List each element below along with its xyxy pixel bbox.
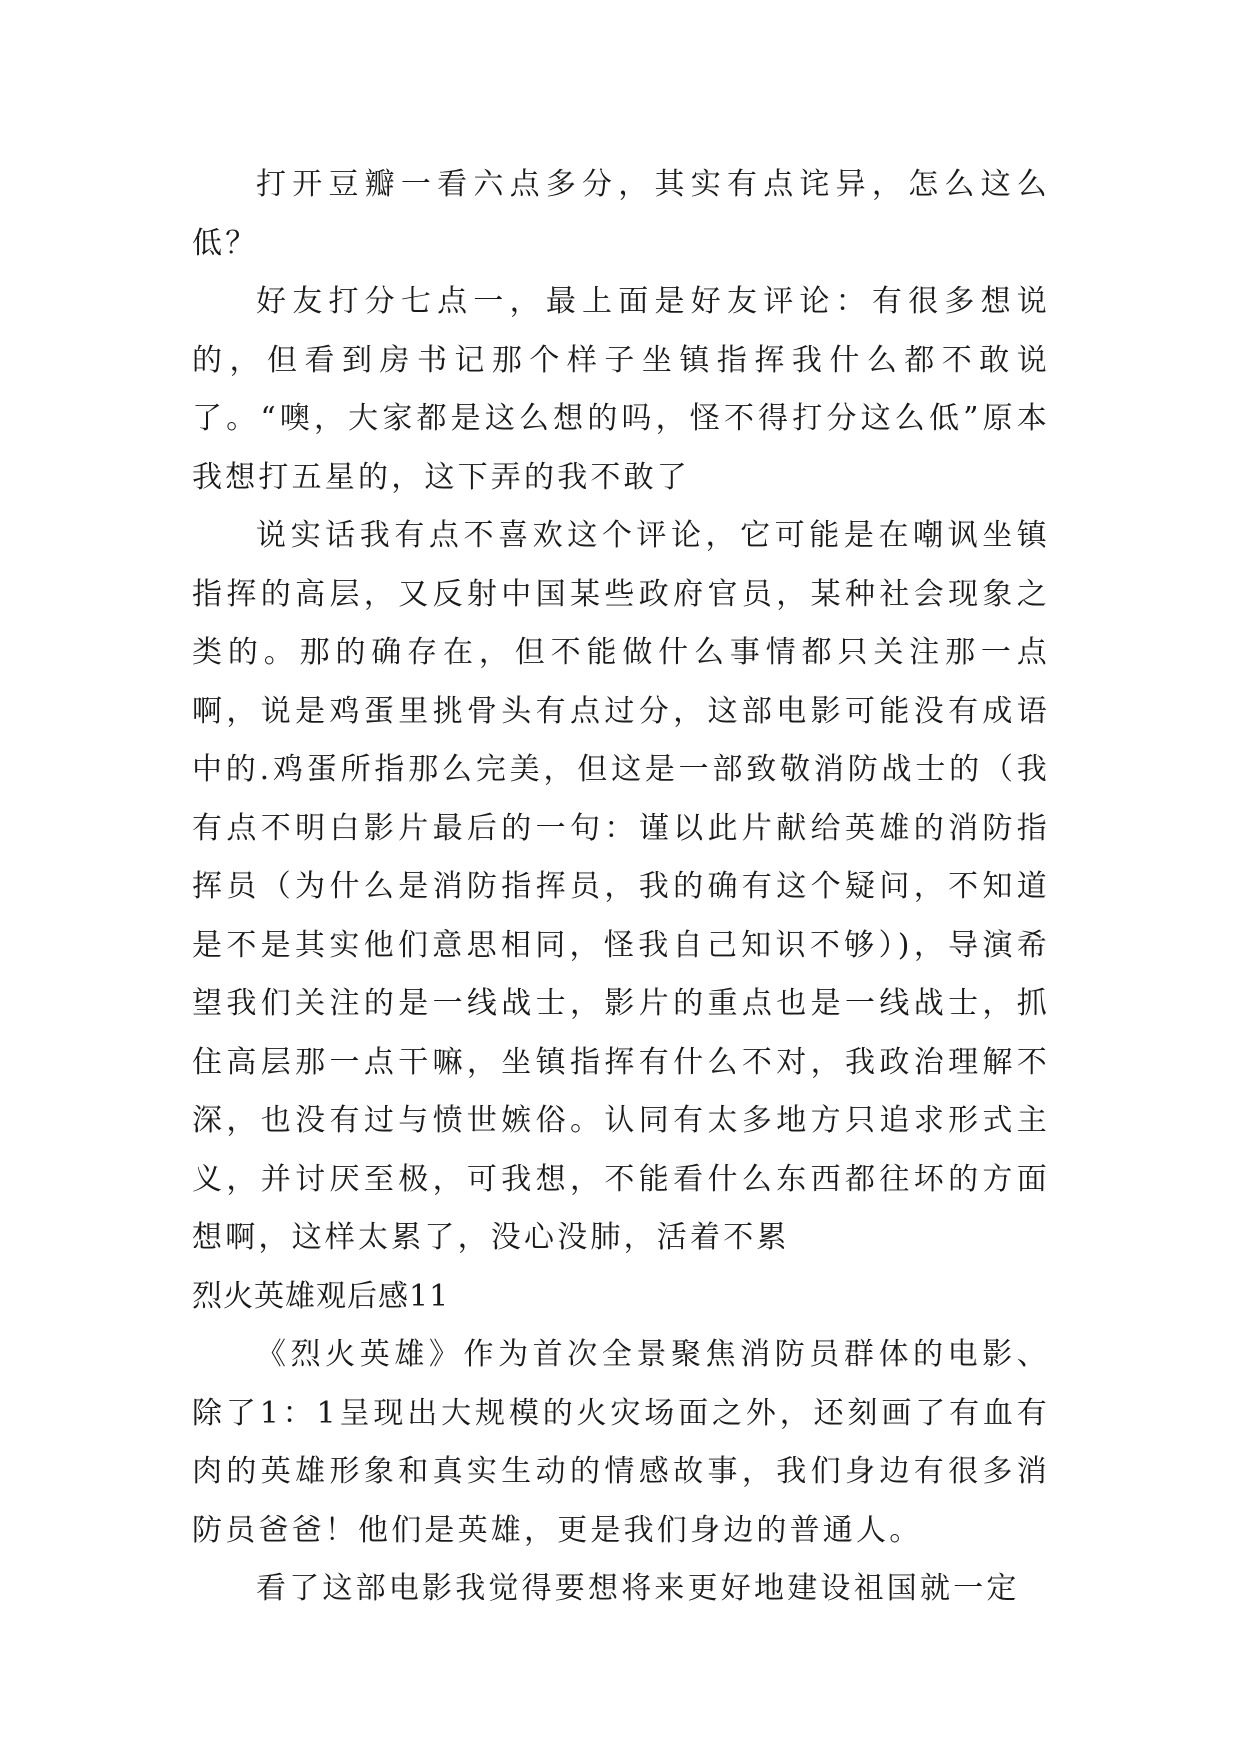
paragraph: 打开豆瓣一看六点多分，其实有点诧异，怎么这么低？	[192, 167, 1050, 261]
paragraph: 说实话我有点不喜欢这个评论，它可能是在嘲讽坐镇指挥的高层，又反射中国某些政府官员，某种社会现象之类的。那的确存在，但不能做什么事情都只关注那一点啊，说是鸡蛋里挑骨头有点过分，这部电影可能没有成语中的.鸡蛋所指那么完美，但这是一部致敬消防战士的（我有点不明白影片最后的一句：谨以此片献给英雄的消防指挥员（为什么是消防指挥员，我的确有这个疑问，不知道是不是其实他们意思相同，怪我自己知识不够）)，导演希望我们关注的是一线战士，影片的重点也是一线战士，抓住高层那一点干嘛，坐镇指挥有什么不对，我政治理解不深，也没有过与愤世嫉俗。认同有太多地方只追求形式主义，并讨厌至极，可我想，不能看什么东西都往坏的方面想啊，这样太累了，没心没肺，活着不累	[192, 518, 1050, 1255]
document-page	[192, 156, 1050, 1619]
paragraph: 看了这部电影我觉得要想将来更好地建设祖国就一定	[256, 1571, 1020, 1606]
section-heading: 烈火英雄观后感11	[192, 1278, 450, 1314]
paragraph: 好友打分七点一，最上面是好友评论：有很多想说的，但看到房书记那个样子坐镇指挥我什么都不敢说了。“噢，大家都是这么想的吗，怪不得打分这么低”原本我想打五星的，这下弄的我不敢了	[192, 284, 1050, 495]
paragraph: 《烈火英雄》作为首次全景聚焦消防员群体的电影、除了1：1呈现出大规模的火灾场面之外，还刻画了有血有肉的英雄形象和真实生动的情感故事，我们身边有很多消防员爸爸！他们是英雄，更是我们身边的普通人。	[192, 1337, 1050, 1548]
